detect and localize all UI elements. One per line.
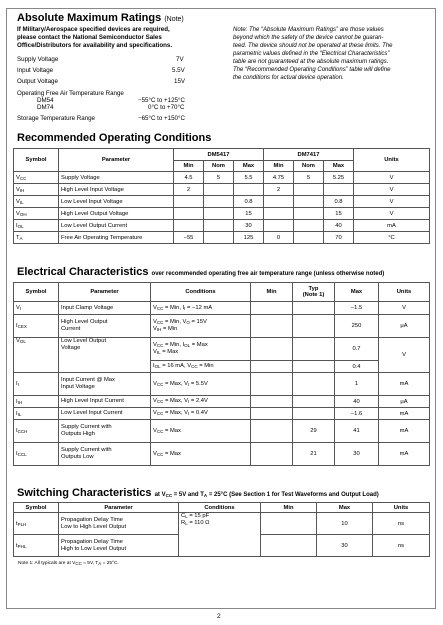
symbol-cell: $V_{IH}$ xyxy=(14,184,59,196)
value-cell xyxy=(294,232,324,244)
table-row xyxy=(14,408,430,420)
amr-value: 5.5V xyxy=(172,67,185,74)
value-cell xyxy=(294,184,324,196)
value-cell: 70 xyxy=(324,232,354,244)
value-cell: 5 xyxy=(294,172,324,184)
unit-cell: mA xyxy=(354,220,430,232)
value-cell: 29 xyxy=(293,420,335,443)
col-header: DM7417 xyxy=(264,149,354,161)
parameter-cell: Low Level Input Voltage xyxy=(59,196,174,208)
unit-cell: ns xyxy=(373,513,430,535)
table-row xyxy=(14,232,430,244)
value-cell xyxy=(251,338,293,361)
table-row xyxy=(14,373,430,396)
value-cell xyxy=(261,513,317,535)
unit-cell: μA xyxy=(379,396,430,408)
table-row xyxy=(14,302,430,315)
value-cell xyxy=(293,408,335,420)
value-cell: 30 xyxy=(317,535,373,557)
value-cell xyxy=(293,373,335,396)
value-cell xyxy=(293,302,335,315)
symbol-cell: $t_{PHL}$ xyxy=(14,535,59,557)
symbol-cell: $V_{IL}$ xyxy=(14,196,59,208)
value-cell: 1 xyxy=(335,373,379,396)
amr-title: Absolute Maximum Ratings (Note) xyxy=(17,12,184,24)
amr-value: 7V xyxy=(176,56,184,63)
value-cell: 4.5 xyxy=(174,172,204,184)
symbol-cell: $I_I$ xyxy=(14,373,59,396)
value-cell xyxy=(264,196,294,208)
unit-cell: V xyxy=(379,338,430,373)
unit-cell: ns xyxy=(373,535,430,557)
unit-cell: V xyxy=(354,208,430,220)
conditions-cell: $V_{CC}$ = Min, $V_O = 15V$ $V_{IH}$ = Min xyxy=(151,315,251,338)
parameter-cell: Input Current @ Max Input Voltage xyxy=(59,373,151,396)
conditions-cell: $V_{CC}$ = Min, $I_I = -12$ mA xyxy=(151,302,251,315)
value-cell: 30 xyxy=(335,443,379,466)
value-cell: 40 xyxy=(324,220,354,232)
value-cell: 0 xyxy=(264,232,294,244)
conditions-cell: $I_{OL} = 16$ mA, $V_{CC}$ = Min xyxy=(151,361,251,373)
table-row xyxy=(14,396,430,408)
value-cell: 10 xyxy=(317,513,373,535)
value-cell xyxy=(204,208,234,220)
value-cell: 0.8 xyxy=(234,196,264,208)
value-cell xyxy=(293,396,335,408)
col-header: Conditions xyxy=(151,283,251,302)
value-cell: 125 xyxy=(234,232,264,244)
sc-subtitle: at $V_{CC} = 5V$ and $T_A = 25^\circ C$ (See Section 1 for Test Waveforms and Output Load) xyxy=(154,492,379,498)
amr-label: Input Voltage xyxy=(17,67,54,74)
value-cell: 15 xyxy=(324,208,354,220)
value-cell: 5.25 xyxy=(324,172,354,184)
value-cell xyxy=(294,208,324,220)
unit-cell: V xyxy=(354,196,430,208)
parameter-cell: Low Level Output Voltage xyxy=(59,338,151,373)
table-row xyxy=(14,338,430,361)
value-cell: −1.5 xyxy=(335,302,379,315)
conditions-cell: $V_{CC}$ = Max xyxy=(151,420,251,443)
value-cell xyxy=(204,196,234,208)
parameter-cell: High Level Input Current xyxy=(59,396,151,408)
symbol-cell: $I_{CEX}$ xyxy=(14,315,59,338)
unit-cell: °C xyxy=(354,232,430,244)
value-cell: 15 xyxy=(234,208,264,220)
value-cell xyxy=(251,361,293,373)
footnote: Note 1: All typicals are at $V_{CC} = 5V$, $T_A = 25^\circ C$. xyxy=(18,561,119,566)
unit-cell: mA xyxy=(379,373,430,396)
col-header: Parameter xyxy=(59,503,179,513)
symbol-cell: $V_{OH}$ xyxy=(14,208,59,220)
amr-value: 0°C to +70°C xyxy=(148,104,185,111)
col-header: Nom xyxy=(204,161,234,172)
col-header: DM5417 xyxy=(174,149,264,161)
value-cell xyxy=(174,196,204,208)
amr-military-note: If Military/Aerospace specified devices are required, please contact the National Semiconductor Sales Office/Distributors for availability and specifications. xyxy=(17,26,173,49)
value-cell xyxy=(174,208,204,220)
table-row xyxy=(14,172,430,184)
table-row xyxy=(14,220,430,232)
page-number: 2 xyxy=(217,613,221,620)
value-cell: 4.75 xyxy=(264,172,294,184)
conditions-cell: $V_{CC}$ = Max, $V_I = 2.4V$ xyxy=(151,396,251,408)
ec-title: Electrical Characteristics over recommended operating free air temperature range (unless otherwise noted) xyxy=(17,266,385,278)
value-cell: 0.7 xyxy=(335,338,379,361)
table-row xyxy=(14,443,430,466)
symbol-cell: $T_A$ xyxy=(14,232,59,244)
unit-cell: V xyxy=(354,172,430,184)
value-cell xyxy=(251,302,293,315)
value-cell: 5 xyxy=(204,172,234,184)
value-cell xyxy=(251,396,293,408)
amr-temp-label: Operating Free Air Temperature Range xyxy=(17,90,124,97)
value-cell xyxy=(294,196,324,208)
col-header: Max xyxy=(317,503,373,513)
amr-label: DM54 xyxy=(37,97,54,104)
parameter-cell: Low Level Input Current xyxy=(59,408,151,420)
value-cell: −55 xyxy=(174,232,204,244)
col-header: Nom xyxy=(294,161,324,172)
col-header: Max xyxy=(335,283,379,302)
value-cell xyxy=(293,361,335,373)
value-cell xyxy=(204,232,234,244)
value-cell xyxy=(204,220,234,232)
col-header: Symbol xyxy=(14,149,59,172)
table-row xyxy=(14,184,430,196)
value-cell xyxy=(264,208,294,220)
parameter-cell: Supply Voltage xyxy=(59,172,174,184)
amr-label: Output Voltage xyxy=(17,78,58,85)
value-cell: −1.6 xyxy=(335,408,379,420)
col-header: Typ (Note 1) xyxy=(293,283,335,302)
col-header: Min xyxy=(264,161,294,172)
value-cell: 30 xyxy=(234,220,264,232)
parameter-cell: High Level Output Current xyxy=(59,315,151,338)
symbol-cell: $I_{IL}$ xyxy=(14,408,59,420)
amr-note-block: Note: The “Absolute Maximum Ratings” are those values beyond which the safety of the device cannot be guaran- teed. The device should not be operated at these limits. The parametric values defined in the “Electrical Characteristics” table are not guaranteed at the absolute maximum ratings. The “Recommended Operating Conditions” table will define the conditions for actual device operation. xyxy=(233,27,393,81)
symbol-cell: $I_{CCH}$ xyxy=(14,420,59,443)
value-cell xyxy=(251,315,293,338)
symbol-cell: $t_{PLH}$ xyxy=(14,513,59,535)
parameter-cell: Propagation Delay Time Low to High Level Output xyxy=(59,513,179,535)
symbol-cell: $I_{IH}$ xyxy=(14,396,59,408)
amr-value: 15V xyxy=(174,78,186,85)
value-cell xyxy=(324,184,354,196)
value-cell: 40 xyxy=(335,396,379,408)
conditions-cell: $C_L = 15$ pF $R_L = 110$ Ω xyxy=(179,513,261,557)
col-header: Min xyxy=(174,161,204,172)
symbol-cell: $V_I$ xyxy=(14,302,59,315)
parameter-cell: Free Air Operating Temperature xyxy=(59,232,174,244)
col-header: Max xyxy=(234,161,264,172)
roc-table xyxy=(13,148,430,244)
col-header: Parameter xyxy=(59,149,174,172)
symbol-cell: $I_{CCL}$ xyxy=(14,443,59,466)
value-cell: 2 xyxy=(264,184,294,196)
parameter-cell: Supply Current with Outputs Low xyxy=(59,443,151,466)
symbol-cell: $V_{CC}$ xyxy=(14,172,59,184)
unit-cell: mA xyxy=(379,420,430,443)
value-cell xyxy=(293,315,335,338)
value-cell: 0.4 xyxy=(335,361,379,373)
value-cell xyxy=(251,373,293,396)
value-cell: 0.8 xyxy=(324,196,354,208)
value-cell xyxy=(293,338,335,361)
col-header: Units xyxy=(354,149,430,172)
col-header: Symbol xyxy=(14,503,59,513)
table-row xyxy=(14,420,430,443)
value-cell xyxy=(261,535,317,557)
conditions-cell: $V_{CC}$ = Min, $I_{OL}$ = Max $V_{IL}$ = Max xyxy=(151,338,251,361)
value-cell xyxy=(234,184,264,196)
ec-table xyxy=(13,282,430,466)
parameter-cell: High Level Output Voltage xyxy=(59,208,174,220)
sc-title: Switching Characteristics at $V_{CC} = 5V$ and $T_A = 25^\circ C$ (See Section 1 for Test Waveforms and Output Load) xyxy=(17,487,379,499)
amr-value: −55°C to +125°C xyxy=(138,97,185,104)
value-cell xyxy=(294,220,324,232)
col-header: Conditions xyxy=(179,503,261,513)
amr-label: Supply Voltage xyxy=(17,56,59,63)
value-cell xyxy=(174,220,204,232)
col-header: Units xyxy=(373,503,430,513)
value-cell xyxy=(251,408,293,420)
col-header: Parameter xyxy=(59,283,151,302)
table-row xyxy=(14,513,430,535)
symbol-cell: $I_{OL}$ xyxy=(14,220,59,232)
col-header: Max xyxy=(324,161,354,172)
value-cell xyxy=(264,220,294,232)
unit-cell: mA xyxy=(379,408,430,420)
roc-title: Recommended Operating Conditions xyxy=(17,132,212,144)
parameter-cell: Propagation Delay Time High to Low Level Output xyxy=(59,535,179,557)
value-cell: 2 xyxy=(174,184,204,196)
conditions-cell: $V_{CC}$ = Max, $V_I = 5.5V$ xyxy=(151,373,251,396)
table-row xyxy=(14,315,430,338)
symbol-cell: $V_{OL}$ xyxy=(14,338,59,373)
col-header: Units xyxy=(379,283,430,302)
parameter-cell: Input Clamp Voltage xyxy=(59,302,151,315)
unit-cell: V xyxy=(354,184,430,196)
table-row xyxy=(14,196,430,208)
value-cell: 5.5 xyxy=(234,172,264,184)
value-cell xyxy=(204,184,234,196)
amr-label: DM74 xyxy=(37,104,54,111)
value-cell: 250 xyxy=(335,315,379,338)
table-row xyxy=(14,208,430,220)
unit-cell: μA xyxy=(379,315,430,338)
unit-cell: V xyxy=(379,302,430,315)
value-cell: 21 xyxy=(293,443,335,466)
value-cell xyxy=(251,443,293,466)
amr-value: −65°C to +150°C xyxy=(138,115,185,122)
amr-label: Storage Temperature Range xyxy=(17,115,95,122)
parameter-cell: Low Level Output Current xyxy=(59,220,174,232)
value-cell: 41 xyxy=(335,420,379,443)
col-header: Min xyxy=(251,283,293,302)
parameter-cell: High Level Input Voltage xyxy=(59,184,174,196)
value-cell xyxy=(251,420,293,443)
unit-cell: mA xyxy=(379,443,430,466)
sc-table xyxy=(13,502,430,557)
conditions-cell: $V_{CC}$ = Max, $V_I = 0.4V$ xyxy=(151,408,251,420)
col-header: Symbol xyxy=(14,283,59,302)
conditions-cell: $V_{CC}$ = Max xyxy=(151,443,251,466)
parameter-cell: Supply Current with Outputs High xyxy=(59,420,151,443)
col-header: Min xyxy=(261,503,317,513)
